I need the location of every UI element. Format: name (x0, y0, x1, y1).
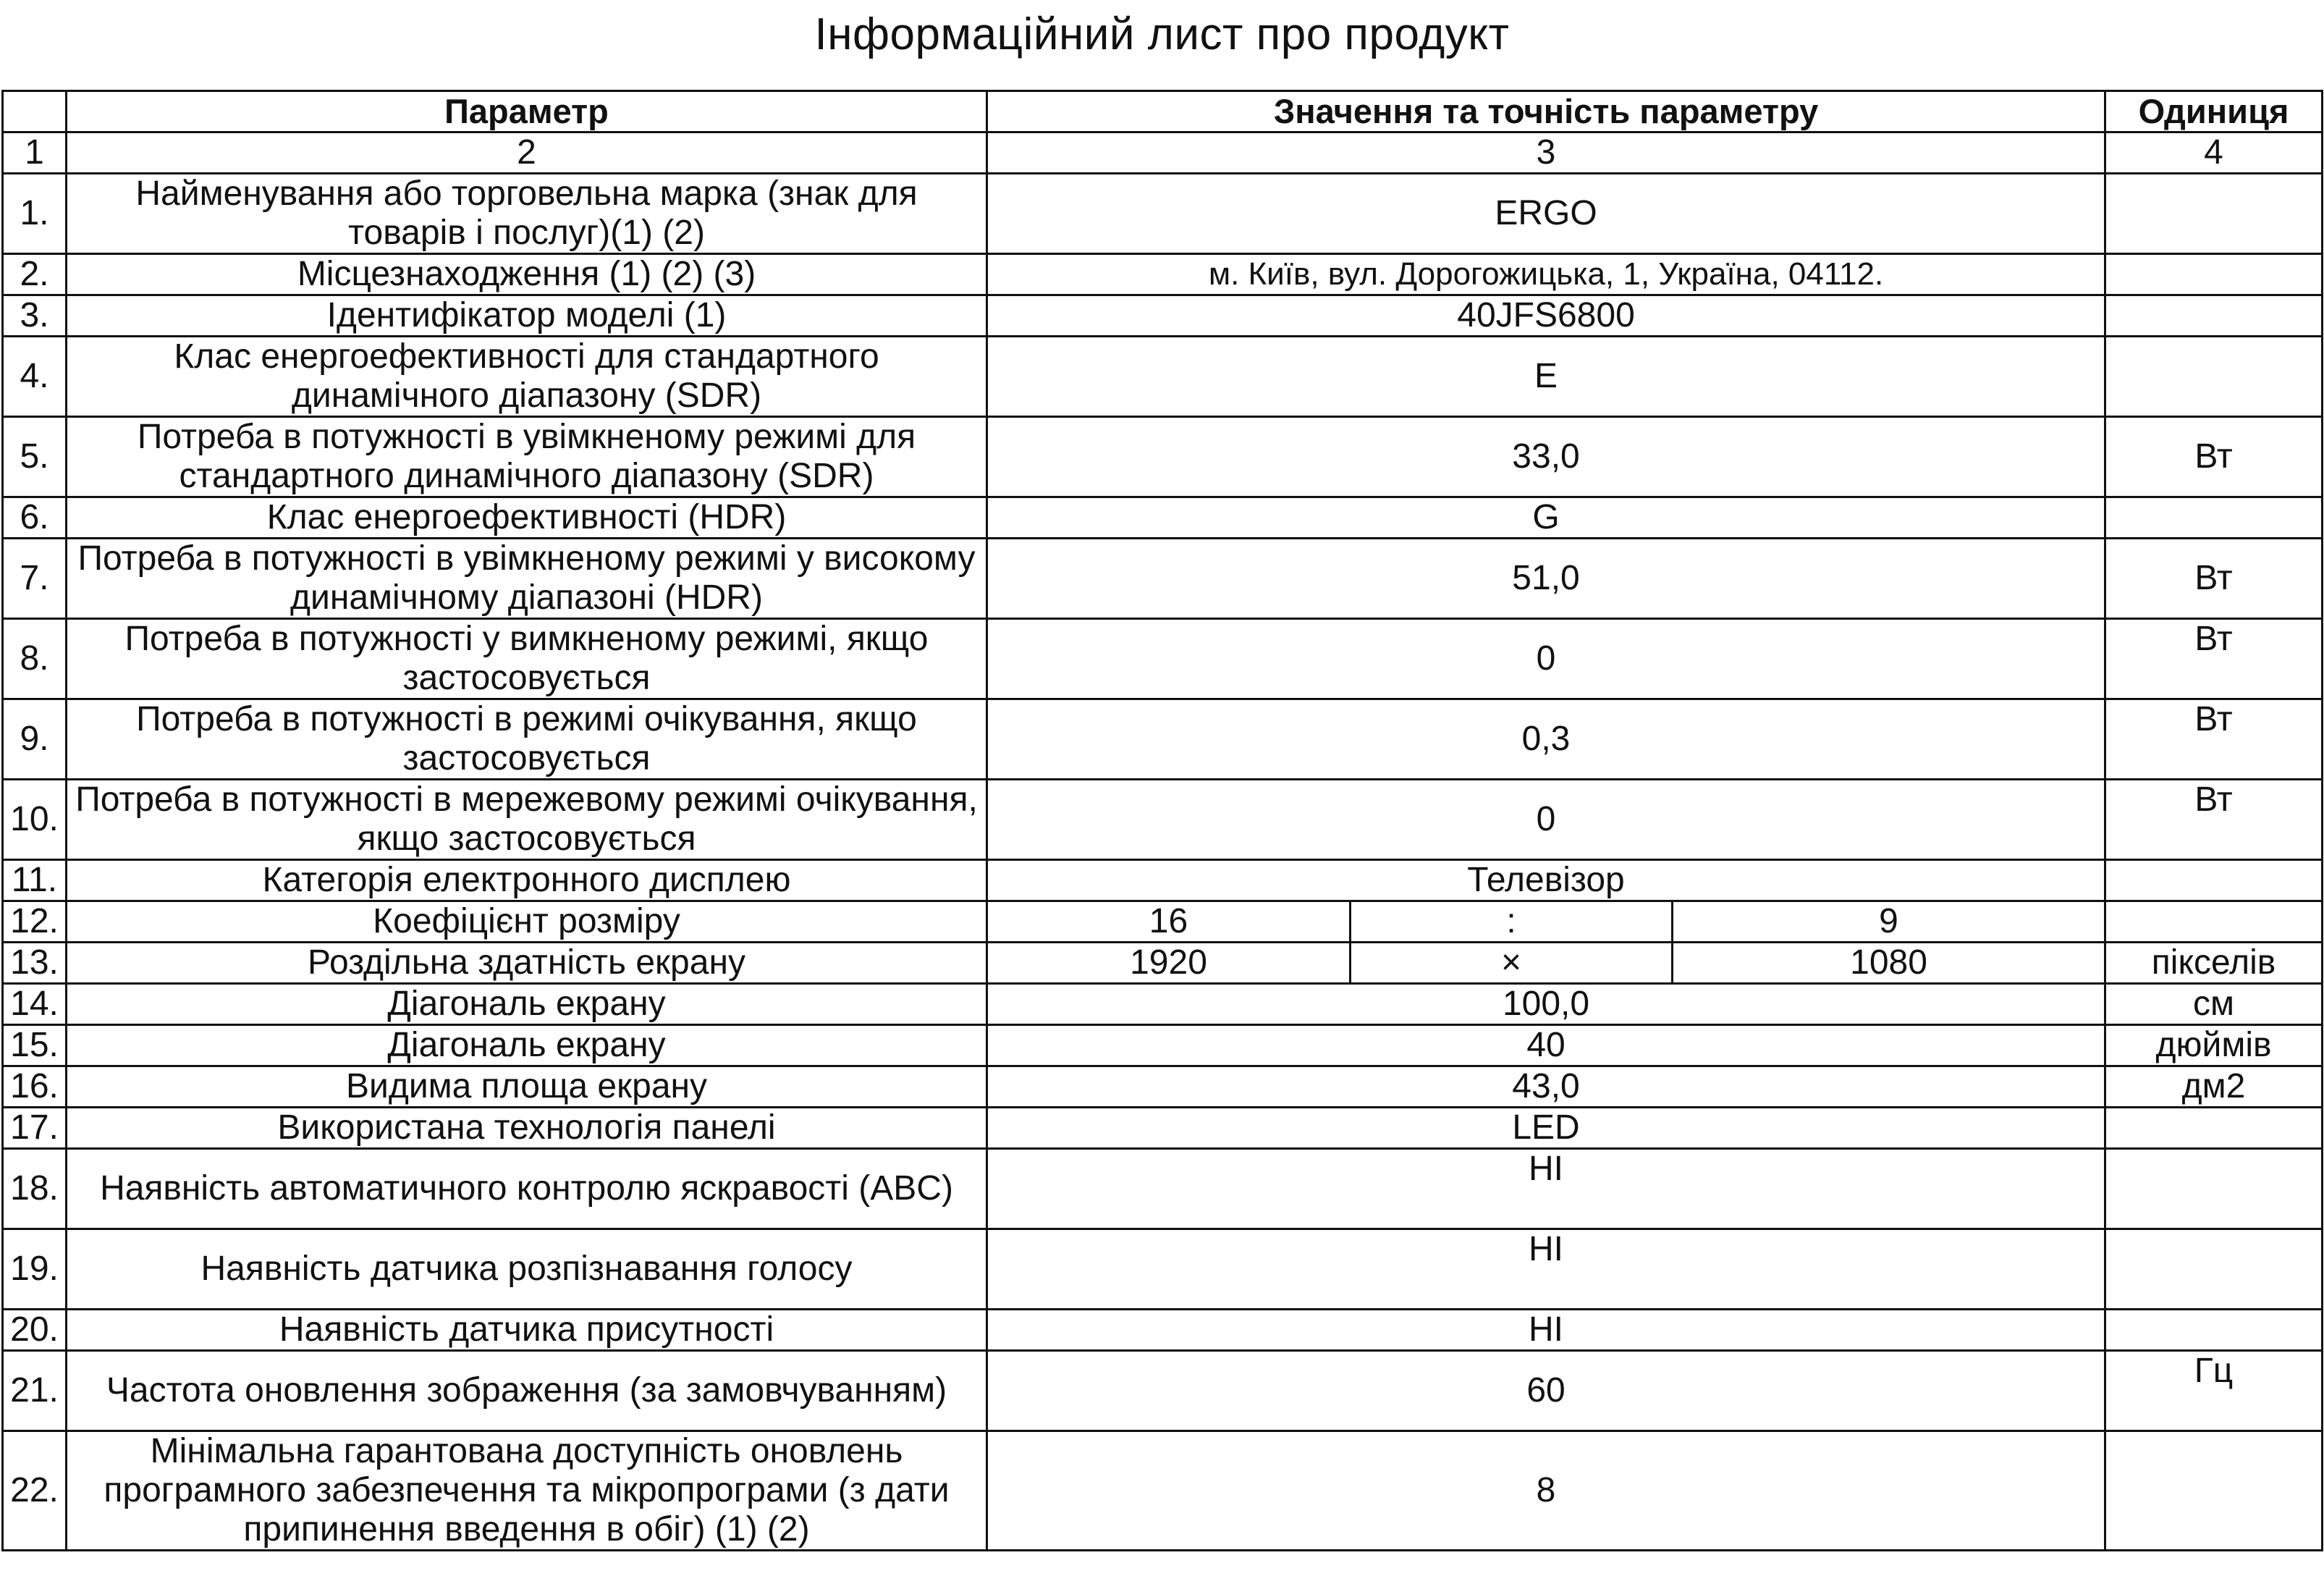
row-param: Місцезнаходження (1) (2) (3) (67, 254, 987, 295)
row-value-3: 1080 (1673, 943, 2105, 984)
column-number-row (3, 132, 2323, 174)
row-value-1: 1920 (987, 943, 1351, 984)
row-number: 10. (3, 780, 67, 860)
table-row (3, 943, 2323, 984)
row-value: м. Київ, вул. Дорогожицька, 1, Україна, 04112. (987, 254, 2105, 295)
row-value: НІ (987, 1229, 2105, 1310)
document-title: Інформаційний лист про продукт (814, 9, 1510, 59)
row-value-3: 9 (1673, 901, 2105, 943)
row-param: Потреба в потужності в увімкненому режимі у високому динамічному діапазоні (HDR) (67, 539, 987, 619)
row-unit (2105, 1310, 2323, 1351)
row-param: Найменування або торговельна марка (знак для товарів і послуг)(1) (2) (67, 174, 987, 254)
header-param: Параметр (67, 91, 987, 132)
row-value: G (987, 497, 2105, 539)
row-value: 8 (987, 1431, 2105, 1551)
row-param: Клас енергоефективності (HDR) (67, 497, 987, 539)
table-row (3, 1025, 2323, 1066)
row-number: 11. (3, 860, 67, 901)
row-param: Використана технологія панелі (67, 1108, 987, 1149)
row-number: 13. (3, 943, 67, 984)
table-row (3, 1351, 2323, 1431)
row-number: 6. (3, 497, 67, 539)
table-row (3, 780, 2323, 860)
row-unit (2105, 497, 2323, 539)
table-row (3, 699, 2323, 780)
table-row (3, 1108, 2323, 1149)
row-value-1: 16 (987, 901, 1351, 943)
row-unit (2105, 1229, 2323, 1310)
row-param: Наявність датчика розпізнавання голосу (67, 1229, 987, 1310)
header-value: Значення та точність параметру (987, 91, 2105, 132)
row-value: НІ (987, 1310, 2105, 1351)
row-unit: пікселів (2105, 943, 2323, 984)
row-param: Категорія електронного дисплею (67, 860, 987, 901)
row-unit (2105, 1431, 2323, 1551)
row-value-2: : (1351, 901, 1673, 943)
table-row (3, 1310, 2323, 1351)
product-info-table (1, 90, 2323, 1551)
row-param: Роздільна здатність екрану (67, 943, 987, 984)
row-number: 18. (3, 1149, 67, 1229)
row-number: 22. (3, 1431, 67, 1551)
row-unit: см (2105, 984, 2323, 1025)
row-param: Діагональ екрану (67, 984, 987, 1025)
row-param: Потреба в потужності у вимкненому режимі, якщо застосовується (67, 619, 987, 699)
table-row (3, 497, 2323, 539)
row-param: Видима площа екрану (67, 1066, 987, 1108)
row-number: 5. (3, 417, 67, 497)
row-unit: Вт (2105, 699, 2323, 780)
row-unit: Вт (2105, 619, 2323, 699)
row-number: 9. (3, 699, 67, 780)
row-number: 14. (3, 984, 67, 1025)
header-unit: Одиниця (2105, 91, 2323, 132)
row-unit (2105, 860, 2323, 901)
row-unit (2105, 1149, 2323, 1229)
table-row (3, 1149, 2323, 1229)
row-value: НІ (987, 1149, 2105, 1229)
row-param: Наявність датчика присутності (67, 1310, 987, 1351)
row-value-2: × (1351, 943, 1673, 984)
row-number: 2. (3, 254, 67, 295)
table-row (3, 295, 2323, 337)
row-value: 33,0 (987, 417, 2105, 497)
row-value: 0,3 (987, 699, 2105, 780)
table-row (3, 337, 2323, 417)
row-value: 60 (987, 1351, 2105, 1431)
row-value: 40JFS6800 (987, 295, 2105, 337)
row-unit: Гц (2105, 1351, 2323, 1431)
row-unit (2105, 254, 2323, 295)
row-number: 3. (3, 295, 67, 337)
colnum-3: 3 (987, 132, 2105, 174)
table-row (3, 1066, 2323, 1108)
row-unit (2105, 901, 2323, 943)
row-value: E (987, 337, 2105, 417)
row-unit (2105, 174, 2323, 254)
row-param: Мінімальна гарантована доступність оновлень програмного забезпечення та мікропрограми (з дати припинення введення в обіг) (1) (2) (67, 1431, 987, 1551)
row-value: Телевізор (987, 860, 2105, 901)
row-unit: Вт (2105, 780, 2323, 860)
table-row (3, 860, 2323, 901)
row-number: 7. (3, 539, 67, 619)
row-number: 1. (3, 174, 67, 254)
row-value: 51,0 (987, 539, 2105, 619)
row-value: 100,0 (987, 984, 2105, 1025)
row-param: Потреба в потужності в мережевому режимі очікування, якщо застосовується (67, 780, 987, 860)
row-unit: дм2 (2105, 1066, 2323, 1108)
row-unit (2105, 295, 2323, 337)
row-unit (2105, 1108, 2323, 1149)
row-number: 20. (3, 1310, 67, 1351)
row-number: 8. (3, 619, 67, 699)
row-value: 43,0 (987, 1066, 2105, 1108)
row-value: LED (987, 1108, 2105, 1149)
row-unit: дюймів (2105, 1025, 2323, 1066)
header-num (3, 91, 67, 132)
table-header-row (3, 91, 2323, 132)
row-param: Наявність автоматичного контролю яскравості (ABC) (67, 1149, 987, 1229)
row-param: Частота оновлення зображення (за замовчуванням) (67, 1351, 987, 1431)
row-number: 17. (3, 1108, 67, 1149)
row-unit (2105, 337, 2323, 417)
row-param: Ідентифікатор моделі (1) (67, 295, 987, 337)
table-row (3, 539, 2323, 619)
table-row (3, 174, 2323, 254)
row-param: Діагональ екрану (67, 1025, 987, 1066)
table-row (3, 619, 2323, 699)
table-row (3, 1229, 2323, 1310)
row-number: 19. (3, 1229, 67, 1310)
table-row (3, 417, 2323, 497)
table-row (3, 984, 2323, 1025)
row-value: 0 (987, 619, 2105, 699)
row-number: 21. (3, 1351, 67, 1431)
row-unit: Вт (2105, 539, 2323, 619)
table-row (3, 1431, 2323, 1551)
colnum-2: 2 (67, 132, 987, 174)
row-param: Потреба в потужності в режимі очікування, якщо застосовується (67, 699, 987, 780)
table-row (3, 901, 2323, 943)
row-value: 0 (987, 780, 2105, 860)
row-number: 16. (3, 1066, 67, 1108)
row-unit: Вт (2105, 417, 2323, 497)
row-number: 15. (3, 1025, 67, 1066)
row-param: Клас енергоефективності для стандартного динамічного діапазону (SDR) (67, 337, 987, 417)
row-number: 4. (3, 337, 67, 417)
row-param: Потреба в потужності в увімкненому режимі для стандартного динамічного діапазону (SDR) (67, 417, 987, 497)
row-number: 12. (3, 901, 67, 943)
colnum-4: 4 (2105, 132, 2323, 174)
row-value: 40 (987, 1025, 2105, 1066)
row-param: Коефіцієнт розміру (67, 901, 987, 943)
colnum-1: 1 (3, 132, 67, 174)
row-value: ERGO (987, 174, 2105, 254)
table-row (3, 254, 2323, 295)
